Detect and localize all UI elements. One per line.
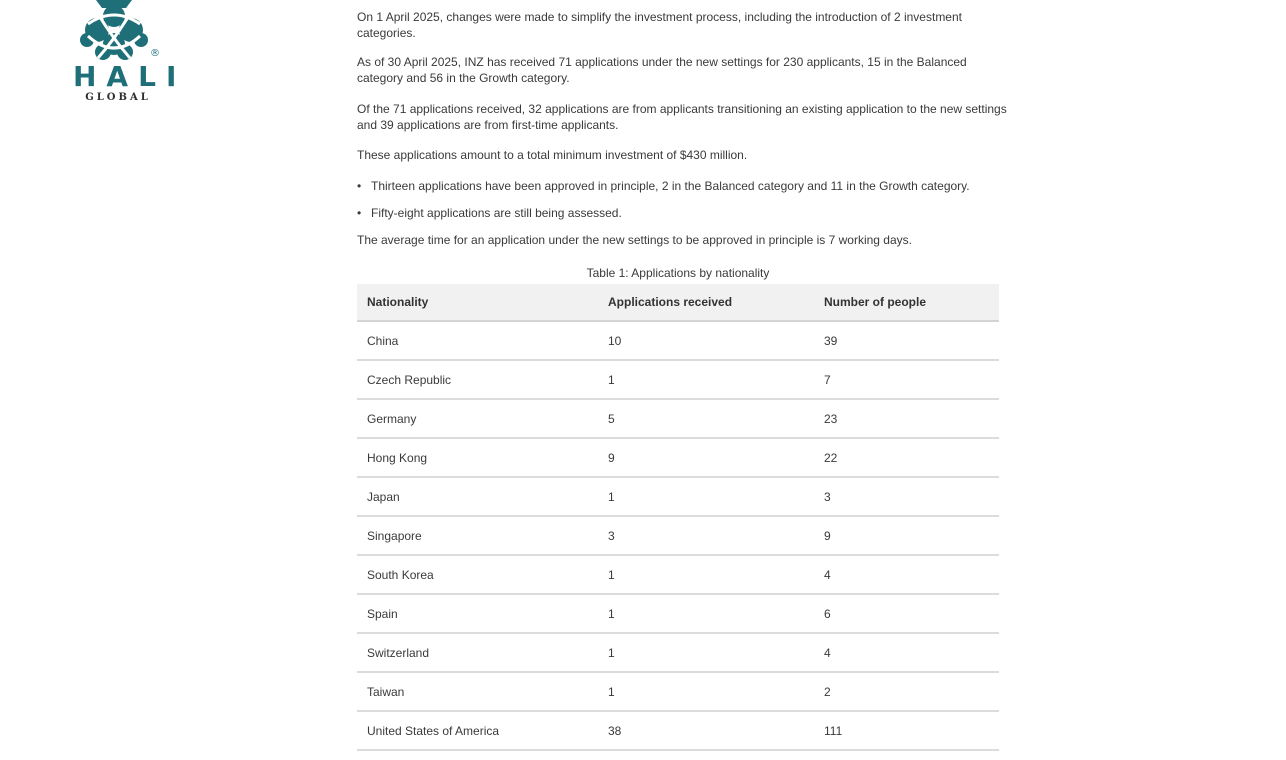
table-row	[357, 594, 999, 633]
table-row	[357, 360, 999, 399]
table-row	[357, 633, 999, 672]
registered-mark: ®	[150, 48, 160, 59]
hali-global-logo	[64, 0, 187, 106]
cell-applications: 1	[598, 594, 814, 633]
cell-nationality: South Korea	[357, 555, 598, 594]
cell-nationality: Singapore	[357, 516, 598, 555]
cell-people: 4	[814, 555, 999, 594]
knot-emblem-icon	[76, 0, 152, 62]
cell-nationality: Germany	[357, 399, 598, 438]
table-caption: Table 1: Applications by nationality	[586, 266, 770, 280]
cell-nationality: United States of America	[357, 711, 598, 750]
paragraph-investment: These applications amount to a total minimum investment of $430 million.	[357, 148, 748, 162]
table-row	[357, 516, 999, 555]
cell-nationality: Czech Republic	[357, 360, 598, 399]
list-item: • Thirteen applications have been approved in principle, 2 in the Balanced category and 11 in the Growth category.	[357, 178, 1007, 194]
table-header-row	[357, 284, 999, 321]
cell-applications: 1	[598, 672, 814, 711]
cell-nationality: Switzerland	[357, 633, 598, 672]
table-row	[357, 321, 999, 360]
table-row	[357, 672, 999, 711]
cell-applications: 9	[598, 438, 814, 477]
header-applications: Applications received	[598, 284, 814, 321]
cell-people: 39	[814, 321, 999, 360]
paragraph-transition: Of the 71 applications received, 32 applications are from applicants transitioning an existing application to the new settings and 39 applications are from first-time applicants.	[357, 102, 1007, 132]
list-item: • Fifty-eight applications are still being assessed.	[357, 205, 1007, 221]
cell-people: 7	[814, 360, 999, 399]
table-row	[357, 438, 999, 477]
cell-applications: 38	[598, 711, 814, 750]
logo-subtitle: GLOBAL	[85, 92, 151, 103]
cell-nationality: Japan	[357, 477, 598, 516]
cell-people: 4	[814, 633, 999, 672]
cell-nationality: Hong Kong	[357, 438, 598, 477]
paragraph-applications: As of 30 April 2025, INZ has received 71 applications under the new settings for 230 applicants, 15 in the Balanced category and 56 in the Growth category.	[357, 55, 967, 85]
cell-applications: 1	[598, 477, 814, 516]
cell-people: 3	[814, 477, 999, 516]
cell-people: 6	[814, 594, 999, 633]
paragraph-average-time: The average time for an application under the new settings to be approved in principle is 7 working days.	[357, 233, 912, 247]
cell-applications: 3	[598, 516, 814, 555]
cell-people: 22	[814, 438, 999, 477]
logo-wordmark: HALI	[73, 60, 187, 93]
article-body	[357, 9, 1007, 248]
cell-applications: 1	[598, 633, 814, 672]
cell-people: 2	[814, 672, 999, 711]
table-row	[357, 555, 999, 594]
header-people: Number of people	[814, 284, 999, 321]
cell-people: 23	[814, 399, 999, 438]
cell-nationality: Spain	[357, 594, 598, 633]
cell-people: 9	[814, 516, 999, 555]
status-list	[357, 178, 1007, 221]
cell-nationality: Taiwan	[357, 672, 598, 711]
cell-applications: 1	[598, 360, 814, 399]
paragraph-intro: On 1 April 2025, changes were made to simplify the investment process, including the introduction of 2 investment categories.	[357, 10, 962, 40]
table-row	[357, 399, 999, 438]
cell-applications: 5	[598, 399, 814, 438]
table-row	[357, 711, 999, 750]
table-row	[357, 477, 999, 516]
cell-applications: 10	[598, 321, 814, 360]
cell-applications: 1	[598, 555, 814, 594]
nationality-table	[357, 284, 999, 751]
cell-nationality: China	[357, 321, 598, 360]
header-nationality: Nationality	[357, 284, 598, 321]
cell-people: 111	[814, 711, 999, 750]
